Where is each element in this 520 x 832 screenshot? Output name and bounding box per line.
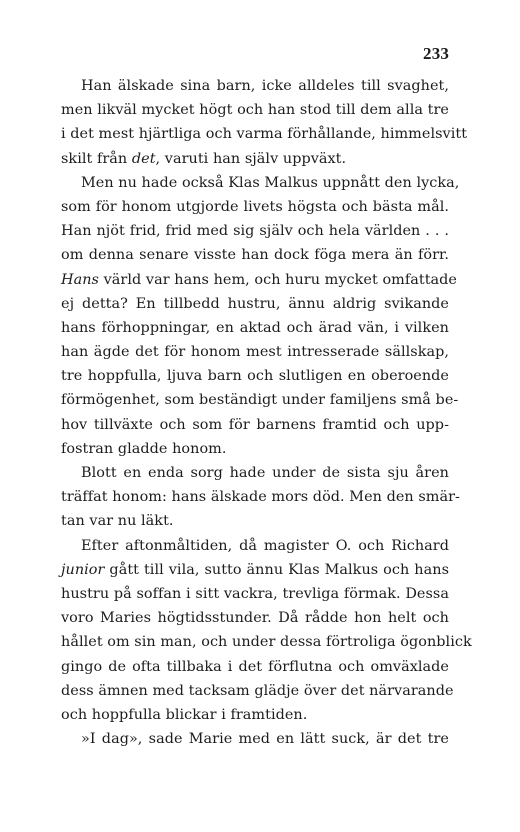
text-line: skilt från det, varuti han själv uppväxt. — [61, 150, 347, 167]
text-line: dess ämnen med tacksam glädje över det närvarande — [61, 682, 454, 699]
text-line: Blott en enda sorg hade under de sista sju åren — [81, 465, 449, 481]
text-line: fostran gladde honom. — [61, 440, 227, 457]
page-number: 233 — [423, 44, 450, 63]
text-line: voro Maries högtidsstunder. Då rådde hon helt och — [61, 610, 449, 627]
text-line: förmögenhet, som beständigt under familjens små be- — [61, 392, 459, 409]
text-line: han ägde det för honom mest intresserade sällskap, — [61, 344, 449, 361]
text-line: hållet om sin man, och under dessa förtroliga ögonblick — [61, 634, 472, 651]
text-line: och hoppfulla blickar i framtiden. — [61, 706, 308, 723]
text-line: som för honom utgjorde livets högsta och bästa mål. — [61, 198, 449, 215]
text-line: hustru på soffan i sitt vackra, trevliga förmak. Dessa — [61, 585, 449, 602]
text-line: Men nu hade också Klas Malkus uppnått den lycka, — [81, 174, 460, 191]
text-line: men likväl mycket högt och han stod till dem alla tre — [61, 102, 449, 119]
italic-word: Hans — [61, 271, 99, 288]
text-line: hans förhoppningar, en aktad och ärad vän, i vilken — [61, 319, 449, 336]
text-line: Han njöt frid, frid med sig själv och hela världen . . . — [61, 223, 449, 240]
text-line: Han älskade sina barn, icke alldeles till svaghet, — [81, 78, 449, 94]
text-line: »I dag», sade Marie med en lätt suck, är det tre — [81, 731, 449, 748]
text-line: junior gått till vila, sutto ännu Klas Malkus och hans — [61, 561, 449, 578]
italic-word: junior — [61, 561, 105, 578]
text-line: Efter aftonmåltiden, då magister O. och Richard — [81, 537, 449, 554]
text-line: hov tillväxte och som för barnens framtid och upp- — [61, 416, 449, 433]
text-line: tre hoppfulla, ljuva barn och slutligen en oberoende — [61, 368, 449, 385]
text-line: ej detta? En tillbedd hustru, ännu aldrig svikande — [61, 295, 449, 312]
italic-word: det — [131, 150, 156, 167]
text-line: Hans värld var hans hem, och huru mycket omfattade — [61, 271, 457, 288]
body-text — [61, 74, 472, 751]
text-line: tan var nu läkt. — [61, 513, 174, 530]
text-line: i det mest hjärtliga och varma förhållande, himmelsvitt — [61, 126, 468, 143]
text-line: träffat honom: hans älskade mors död. Men den smär- — [61, 489, 460, 506]
text-line: om denna senare visste han dock föga mera än förr. — [61, 247, 449, 264]
text-line: gingo de ofta tillbaka i det förflutna och omväxlade — [61, 658, 449, 675]
